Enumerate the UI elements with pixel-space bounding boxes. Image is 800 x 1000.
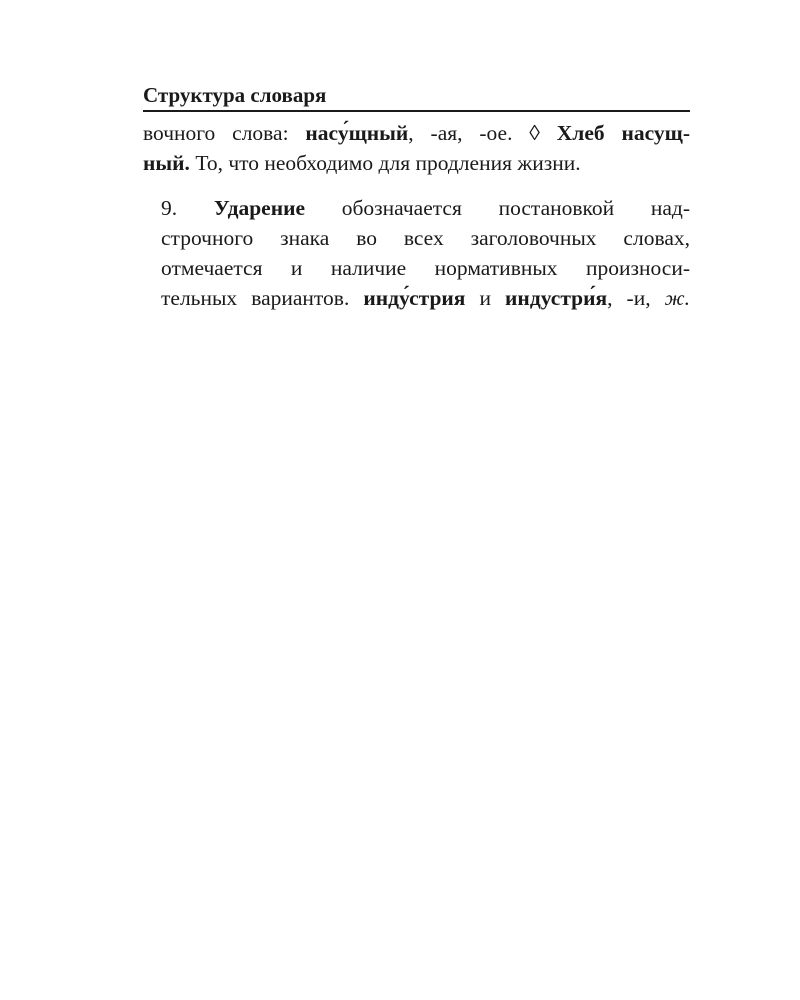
headword-industriya-2: индустри́я	[505, 286, 608, 310]
text-line	[143, 118, 690, 148]
text-run: строчного знака во всех заголовочных словах,	[161, 226, 690, 250]
item-number: 9.	[161, 196, 214, 220]
gender-mark: ж.	[664, 286, 691, 310]
text-run: отмечается и наличие нормативных произноси-	[161, 256, 690, 280]
text-run: тельных вариантов.	[161, 286, 364, 310]
text-line	[143, 148, 690, 178]
text-run: , -ая, -ое. ◊	[408, 121, 557, 145]
text-run: и	[465, 286, 506, 310]
text-run: обозначается постановкой над-	[305, 196, 691, 220]
headword-nasushchny: насу́щный	[305, 121, 409, 145]
term-udarenie: Ударение	[213, 196, 306, 220]
phrase-bold: ный.	[143, 151, 190, 175]
paragraph-stress	[143, 193, 690, 313]
paragraph-nasushchny	[143, 118, 690, 178]
running-head: Структура словаря	[143, 82, 690, 112]
phrase-bold: Хлеб насущ-	[556, 121, 690, 145]
text-line	[143, 223, 690, 253]
text-run: То, что необходимо для продления жизни.	[189, 151, 581, 175]
headword-industriya-1: инду́стрия	[363, 286, 466, 310]
page	[143, 82, 690, 313]
text-run: вочного слова:	[143, 121, 306, 145]
text-line	[143, 253, 690, 283]
text-line	[143, 193, 690, 223]
text-line	[143, 283, 690, 313]
text-run: , -и,	[607, 286, 665, 310]
